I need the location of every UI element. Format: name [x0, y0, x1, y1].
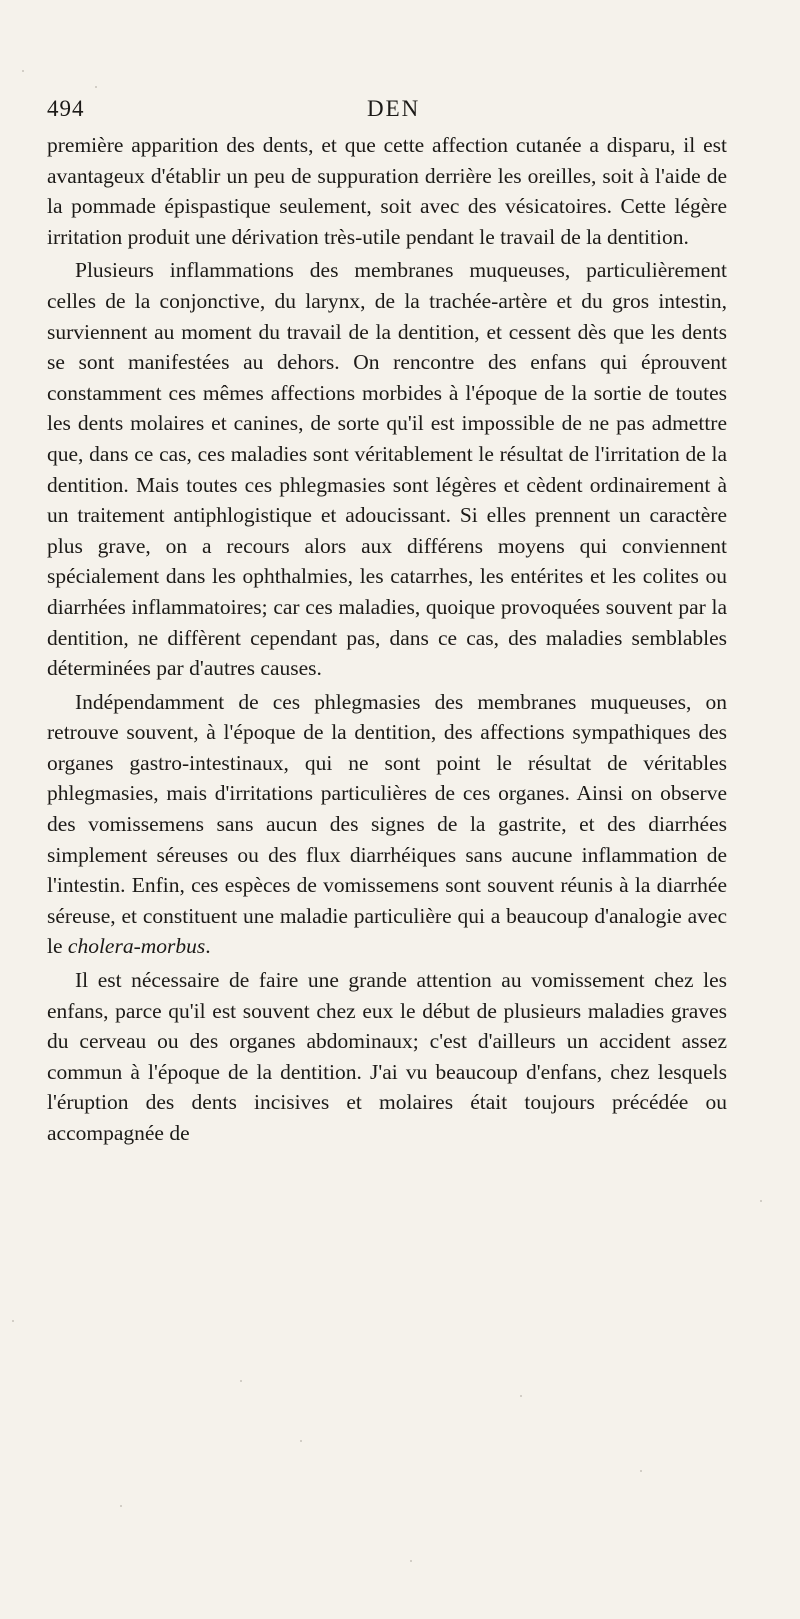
scan-speck — [300, 1440, 302, 1442]
paragraph-2: Plusieurs inflammations des membranes muqueuses, particulièrement celles de la conjonctive, du larynx, de la trachée-artère et du gros intestin, surviennent au moment du travail de la dentition, et cessent dès que les dents se sont manifestées au dehors. On rencontre des enfans qui éprouvent constamment ces mêmes affections morbides à l'époque de la sortie de toutes les dents molaires et canines, de sorte qu'il est impossible de ne pas admettre que, dans ce cas, ces maladies sont véritablement le résultat de l'irritation de la dentition. Mais toutes ces phlegmasies sont légères et cèdent ordinairement à un traitement antiphlogistique et adoucissant. Si elles prennent un caractère plus grave, on a recours alors aux différens moyens qui conviennent spécialement dans les ophthalmies, les catarrhes, les entérites et les colites ou diarrhées inflammatoires; car ces maladies, quoique provoquées souvent par la dentition, ne diffèrent cependant pas, dans ce cas, des maladies semblables déterminées par d'autres causes. — [47, 258, 727, 681]
scan-speck — [410, 1560, 412, 1562]
scan-speck — [520, 1395, 522, 1397]
scan-speck — [120, 1505, 122, 1507]
page-number: 494 — [47, 96, 85, 121]
paragraph-1: première apparition des dents, et que cette affection cutanée a disparu, il est avantageux d'établir un peu de suppuration derrière les oreilles, soit à l'aide de la pommade épispastique seulement, soit avec des vésicatoires. Cette légère irritation produit une dérivation très-utile pendant le travail de la dentition. — [47, 133, 727, 249]
paragraph-4: Il est nécessaire de faire une grande attention au vomissement chez les enfans, parce qu'il est souvent chez eux le début de plusieurs maladies graves du cerveau ou des organes abdominaux; c'est d'ailleurs un accident assez commun à l'époque de la dentition. J'ai vu beaucoup d'enfans, chez lesquels l'éruption des dents incisives et molaires était toujours précédée ou accompagnée de — [47, 968, 727, 1145]
paragraph-3-end: . — [205, 934, 211, 959]
scan-speck — [12, 1320, 14, 1322]
scan-speck — [760, 1200, 762, 1202]
paragraph-3-italic-term: cholera-morbus — [67, 934, 206, 959]
paragraph-3 — [47, 687, 727, 962]
page-header — [47, 96, 727, 126]
page-body — [47, 130, 727, 1149]
scan-speck — [95, 86, 97, 88]
paragraph-3-text: Indépendamment de ces phlegmasies des membranes muqueuses, on retrouve souvent, à l'époque de la dentition, des affections sympathiques des organes gastro-intestinaux, qui ne sont point le résultat de véritables phlegmasies, mais d'irritations particulières de ces organes. Ainsi on observe des vomissemens sans aucun des signes de la gastrite, et des diarrhées simplement séreuses ou des flux diarrhéiques sans aucune inflammation de l'intestin. Enfin, ces espèces de vomissemens sont souvent réunis à la diarrhée séreuse, et constituent une maladie particulière qui a beaucoup d'analogie avec le — [47, 689, 727, 959]
scan-speck — [640, 1470, 642, 1472]
scan-speck — [240, 1380, 242, 1382]
scan-speck — [22, 70, 24, 72]
running-head: DEN — [367, 96, 421, 121]
